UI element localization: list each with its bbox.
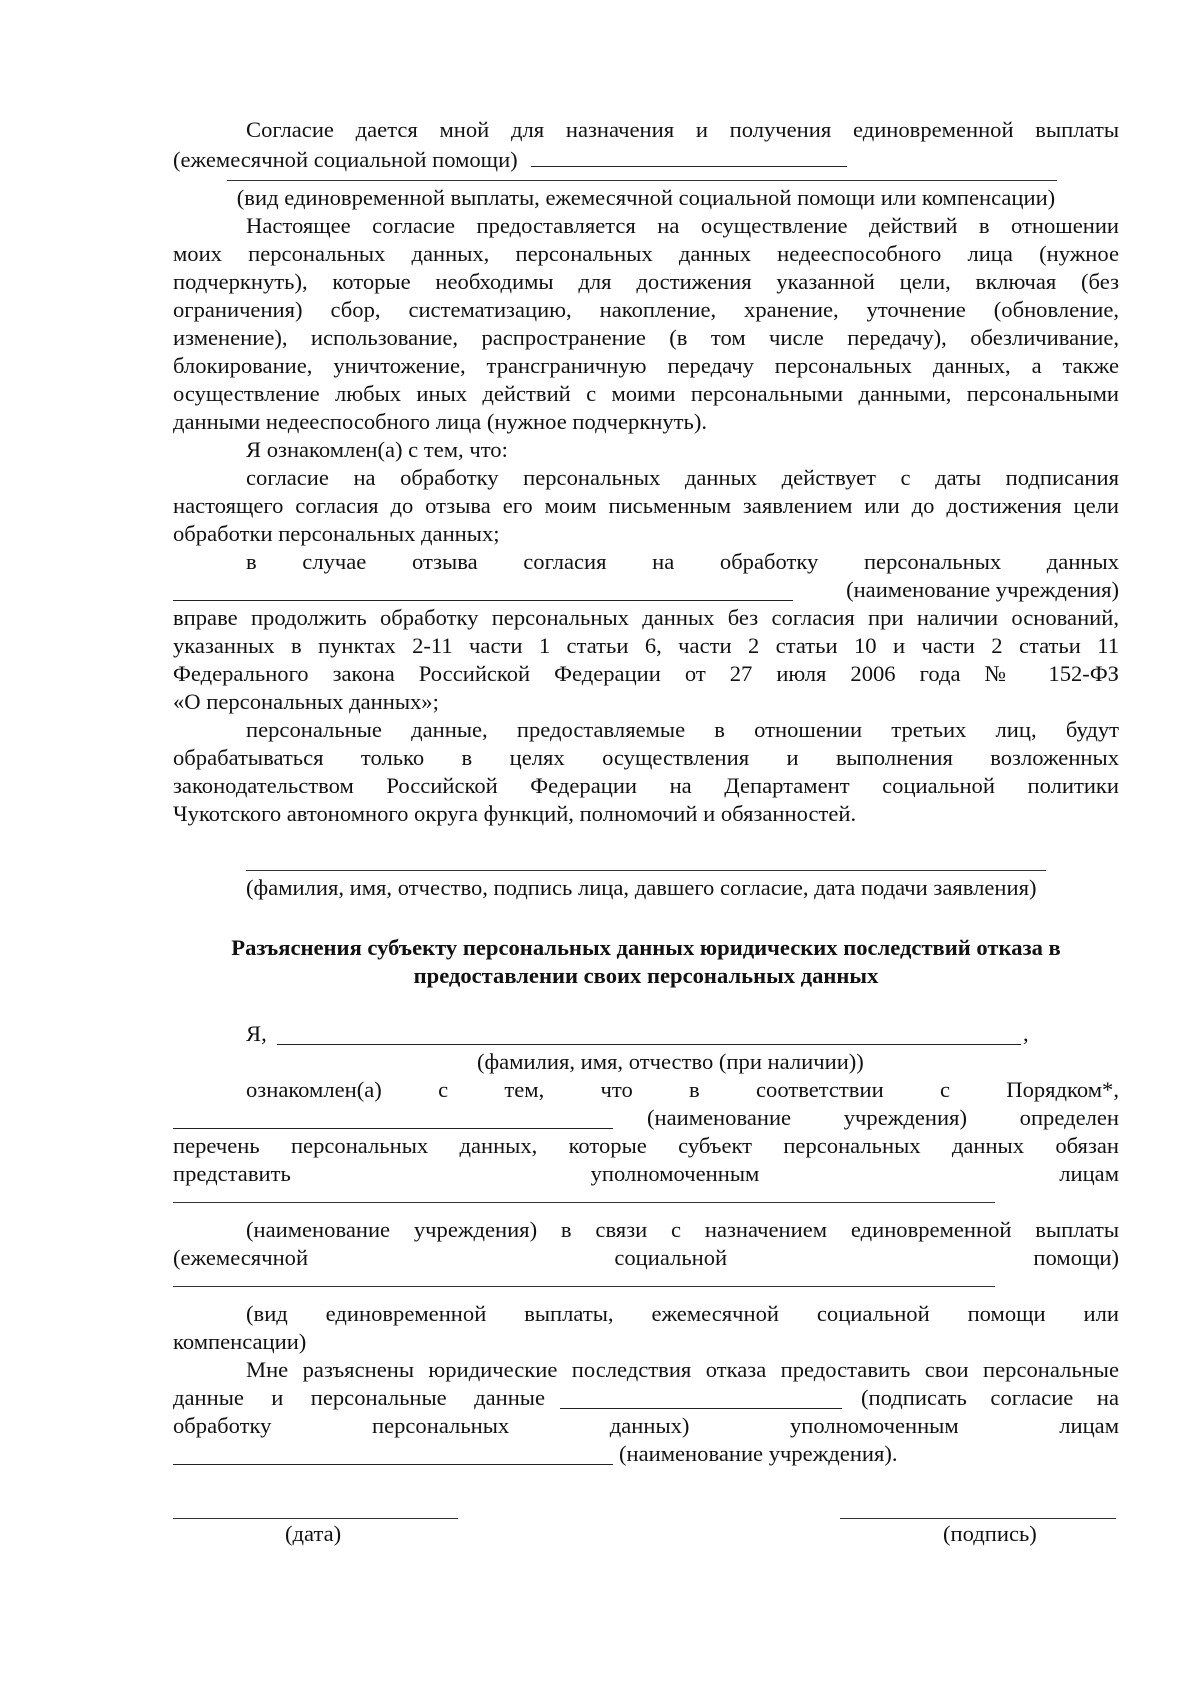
explanation-inst-line xyxy=(173,1104,1119,1132)
consent-p2-line: настоящего согласия до отзыва его моим письменным заявлением или до достижения цели xyxy=(173,493,1119,518)
consent-p4-line: Чукотского автономного округа функций, полномочий и обязанностей. xyxy=(173,801,857,826)
institution-blank[interactable] xyxy=(173,1106,613,1129)
consent-p1-line: Настоящее согласие предоставляется на осуществление действий в отношении xyxy=(246,213,1119,238)
explanation-line: Мне разъяснены юридические последствия отказа предоставить свои персональные xyxy=(246,1357,1119,1382)
consent-monthly-label: (ежемесячной социальной помощи) xyxy=(173,147,518,172)
explanation-line: перечень персональных данных, которые субъект персональных данных обязан xyxy=(173,1133,1119,1158)
date-rule[interactable] xyxy=(173,1518,458,1519)
consent-p2-line: согласие на обработку персональных данных действует с даты подписания xyxy=(246,465,1119,490)
signature-line-rule[interactable] xyxy=(840,1518,1116,1519)
consent-p1-line: изменение), использование, распространение (в том числе передачу), обезличивание, xyxy=(173,325,1119,350)
consent-p1-line: данными недееспособного лица (нужное подчеркнуть). xyxy=(173,409,708,434)
payment-type-blank[interactable] xyxy=(531,144,847,167)
signature-caption: (фамилия, имя, отчество, подпись лица, давшего согласие, дата подачи заявления) xyxy=(246,875,1037,900)
signature-field-caption: (подпись) xyxy=(943,1521,1037,1546)
explanation-line: (наименование учреждения) в связи с назначением единовременной выплаты xyxy=(246,1217,1119,1242)
consent-p4-line: обрабатываться только в целях осуществления и выполнения возложенных xyxy=(173,745,1119,770)
acquainted-line: Я ознакомлен(а) с тем, что: xyxy=(246,437,508,462)
explanation-line: (вид единовременной выплаты, ежемесячной социальной помощи или xyxy=(246,1301,1119,1326)
consent-p1-line: моих персональных данных, персональных данных недееспособного лица (нужное xyxy=(173,241,1119,266)
i-prefix: Я, xyxy=(246,1021,267,1046)
payment-type-rule[interactable] xyxy=(173,1286,995,1287)
i-suffix: , xyxy=(1023,1021,1029,1046)
signature-rule[interactable] xyxy=(246,870,1046,871)
consent-p2-line: обработки персональных данных; xyxy=(173,521,500,546)
payment-type-rule[interactable] xyxy=(227,180,1057,181)
explanation-line: представить уполномоченным лицам xyxy=(173,1161,1119,1186)
institution-blank[interactable] xyxy=(173,1442,613,1465)
institution-caption: (наименование учреждения). xyxy=(619,1441,898,1466)
explanation-line: обработку персональных данных) уполномоченным лицам xyxy=(173,1413,1119,1438)
explanation-title-line-2: предоставлении своих персональных данных xyxy=(413,963,879,988)
consent-p3-line: Федерального закона Российской Федерации от 27 июля 2006 года № 152-ФЗ xyxy=(173,661,1119,686)
consent-p3-line: в случае отзыва согласия на обработку персональных данных xyxy=(246,549,1119,574)
explanation-inst-end-line xyxy=(173,1440,1119,1468)
date-caption: (дата) xyxy=(285,1521,342,1546)
i-line xyxy=(173,1020,1119,1048)
refusal-blank[interactable] xyxy=(560,1386,842,1409)
explanation-line: (ежемесячной социальной помощи) xyxy=(173,1245,1119,1270)
institution-caption: (наименование учреждения) xyxy=(846,577,1119,602)
fio-blank[interactable] xyxy=(277,1022,1021,1045)
explanation-line: ознакомлен(а) с тем, что в соответствии с Порядком*, xyxy=(246,1077,1119,1102)
sign-consent-label: (подписать согласие на xyxy=(861,1385,1119,1410)
consent-p3-line: указанных в пунктах 2-11 части 1 статьи 6, части 2 статьи 10 и части 2 статьи 11 xyxy=(173,633,1119,658)
explanation-data-line xyxy=(173,1384,1119,1412)
payment-type-caption: (вид единовременной выплаты, ежемесячной социальной помощи или компенсации) xyxy=(236,185,1056,210)
consent-p4-line: персональные данные, предоставляемые в отношении третьих лиц, будут xyxy=(246,717,1119,742)
institution-caption: (наименование учреждения) определен xyxy=(647,1105,1119,1130)
data-label: данные и персональные данные xyxy=(173,1385,545,1410)
explanation-line: компенсации) xyxy=(173,1329,307,1354)
consent-p3-inst-line xyxy=(173,576,1119,604)
consent-p4-line: законодательством Российской Федерации на Департамент социальной политики xyxy=(173,773,1119,798)
consent-p1-line: подчеркнуть), которые необходимы для достижения указанной цели, включая (без xyxy=(173,269,1119,294)
consent-line-1: Согласие дается мной для назначения и получения единовременной выплаты xyxy=(246,117,1119,142)
consent-p1-line: ограничения) сбор, систематизацию, накопление, хранение, уточнение (обновление, xyxy=(173,297,1119,322)
institution-blank[interactable] xyxy=(173,578,793,601)
explanation-title-line-1: Разъяснения субъекту персональных данных юридических последствий отказа в xyxy=(231,935,1061,960)
institution-rule[interactable] xyxy=(173,1202,995,1203)
consent-p3-line: «О персональных данных»; xyxy=(173,689,439,714)
consent-p1-line: блокирование, уничтожение, трансграничную передачу персональных данных, а также xyxy=(173,353,1119,378)
fio-caption: (фамилия, имя, отчество (при наличии)) xyxy=(477,1049,864,1074)
consent-p3-line: вправе продолжить обработку персональных данных без согласия при наличии оснований, xyxy=(173,605,1119,630)
consent-p1-line: осуществление любых иных действий с моими персональными данными, персональными xyxy=(173,381,1119,406)
consent-line-2 xyxy=(173,144,1119,172)
